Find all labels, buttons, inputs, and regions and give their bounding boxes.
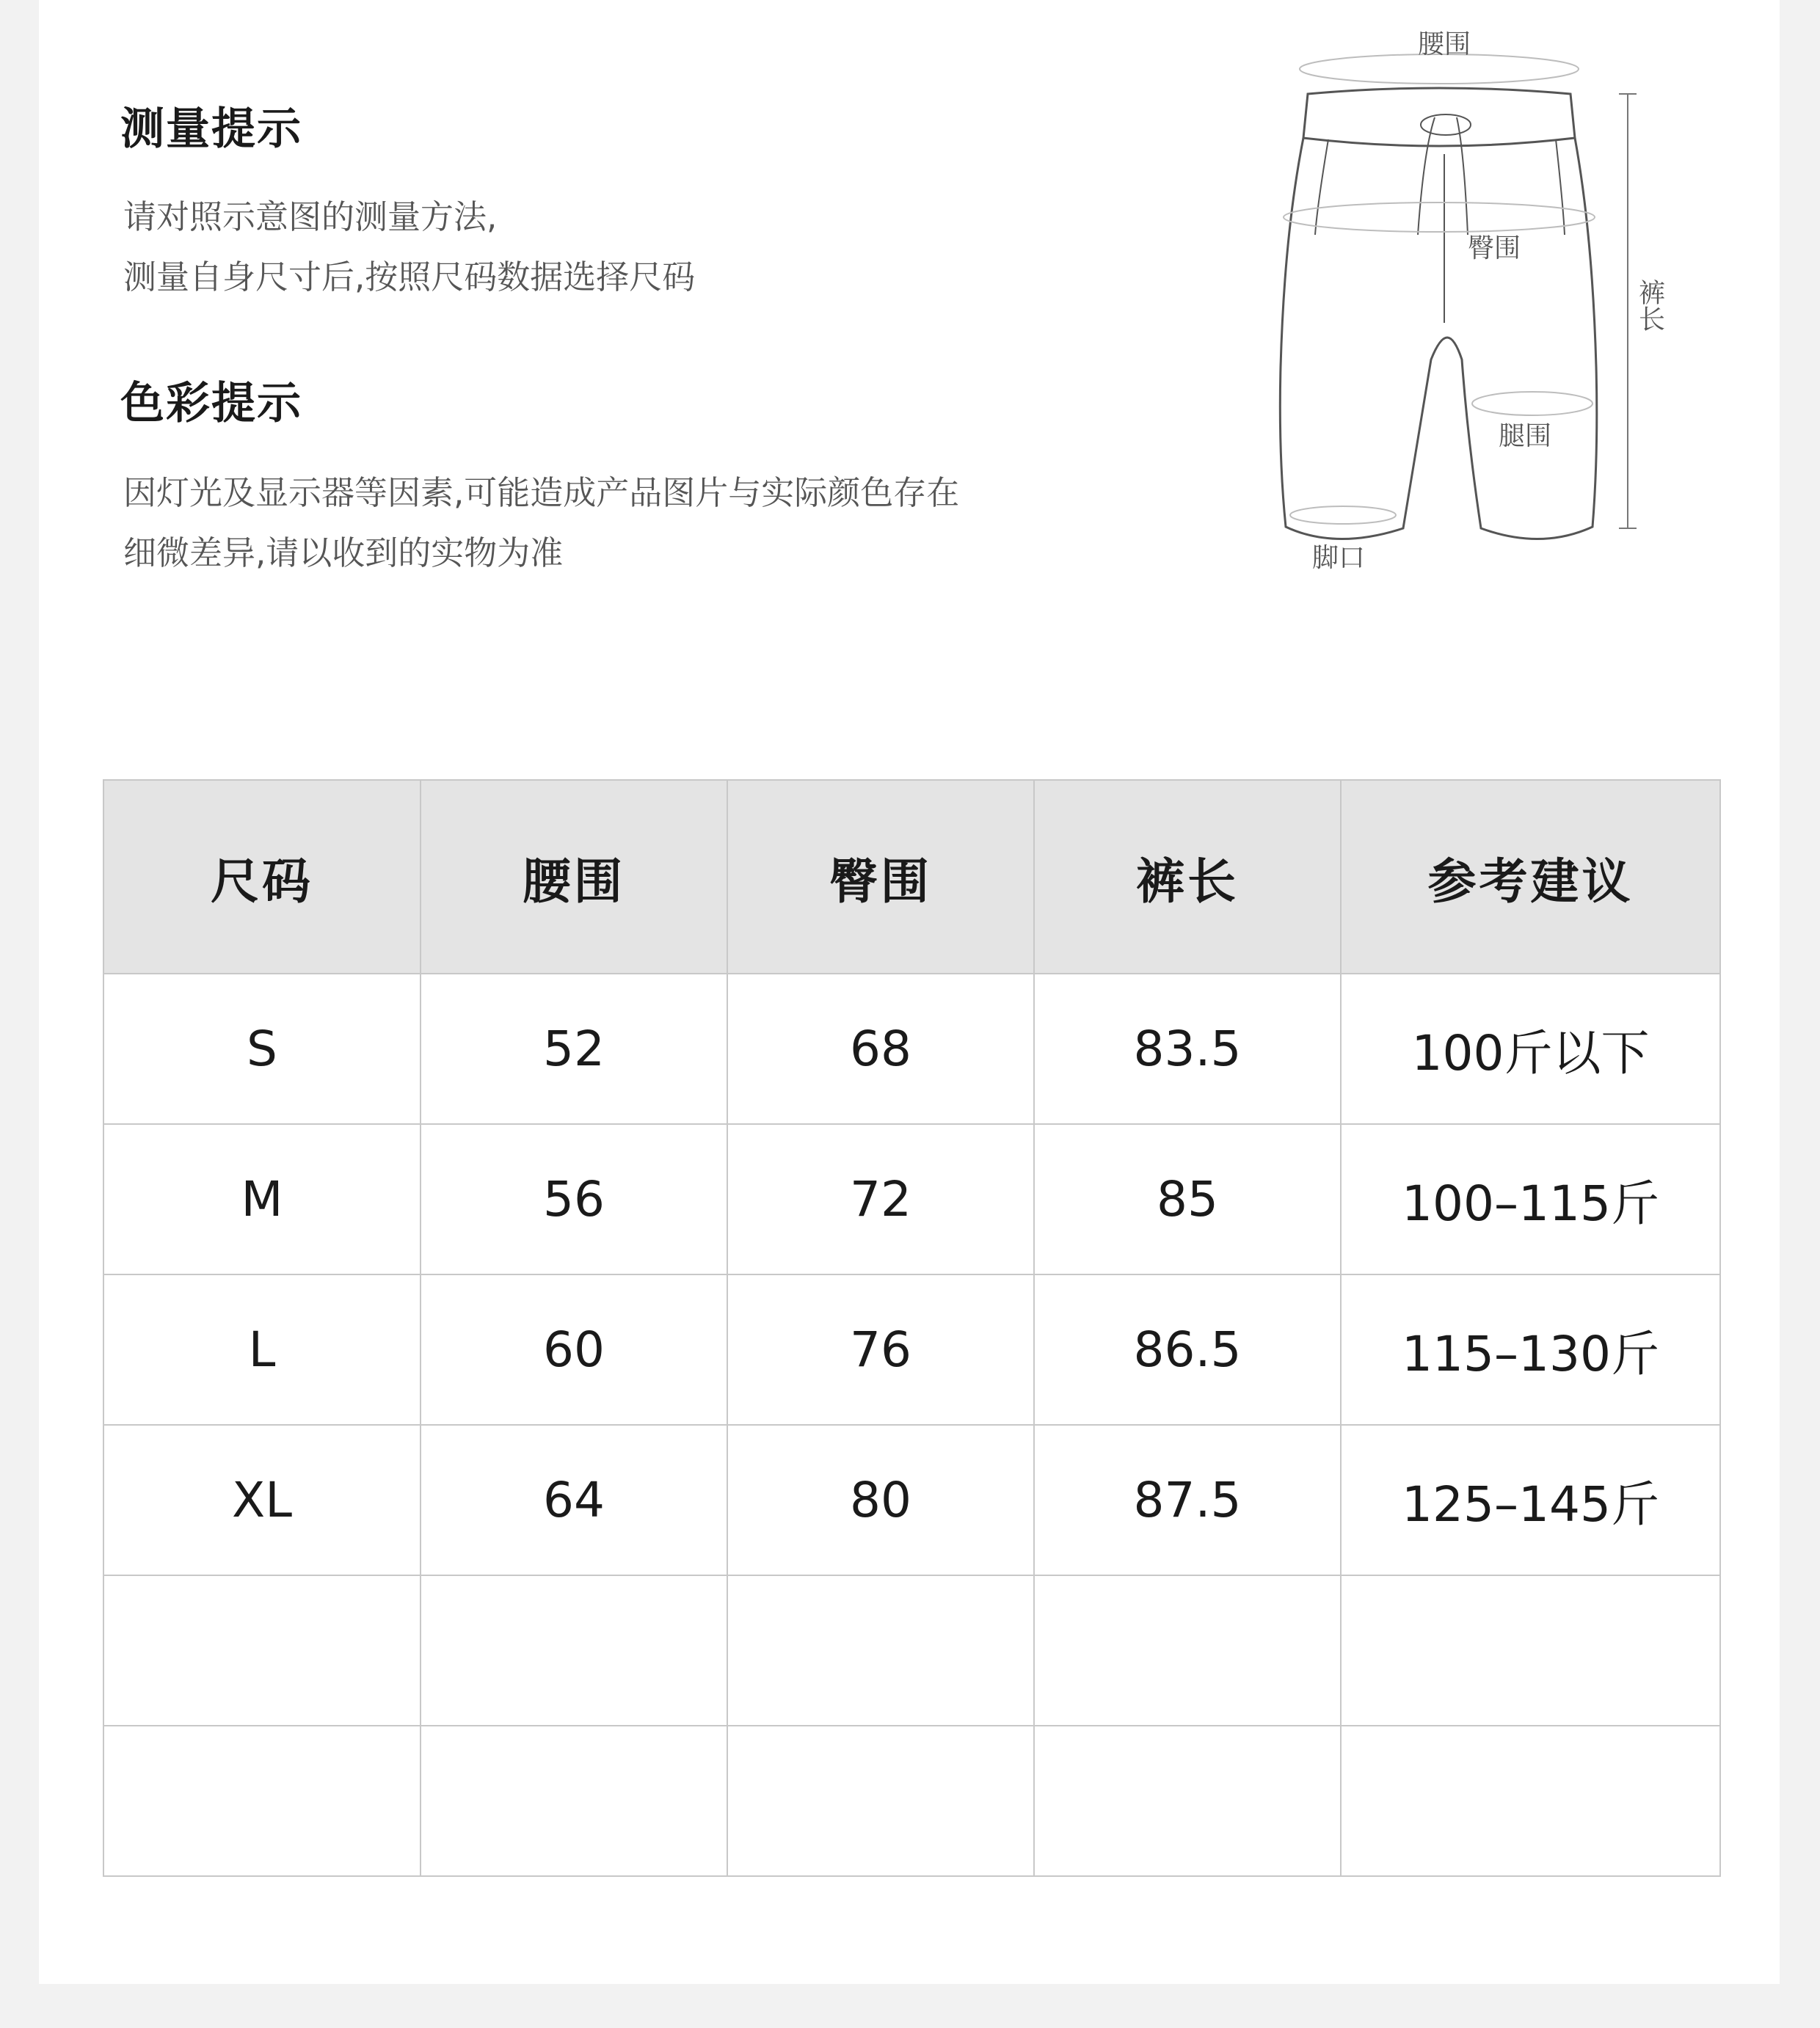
table-row — [103, 1575, 1720, 1726]
diagram-label-length: 裤长 — [1634, 279, 1665, 332]
cell-hip: 80 — [727, 1425, 1034, 1575]
header-hip: 臀围 — [727, 780, 1034, 974]
header-waist: 腰围 — [421, 780, 727, 974]
cell-waist — [421, 1575, 727, 1726]
header-length: 裤长 — [1034, 780, 1341, 974]
cell-hip — [727, 1575, 1034, 1726]
shorts-measurement-diagram — [1248, 15, 1732, 587]
color-tip-line-1: 因灯光及显示器等因素,可能造成产品图片与实际颜色存在 — [123, 473, 960, 512]
cell-hip: 72 — [727, 1124, 1034, 1274]
hip-guide — [1284, 203, 1595, 232]
thigh-guide — [1472, 392, 1592, 415]
cell-hip: 68 — [727, 974, 1034, 1124]
cell-recommendation: 100斤以下 — [1341, 974, 1720, 1124]
diagram-label-hip: 臀围 — [1468, 233, 1521, 263]
measure-tip-line-2: 测量自身尺寸后,按照尺码数据选择尺码 — [123, 258, 696, 296]
cell-recommendation: 115–130斤 — [1341, 1274, 1720, 1425]
measure-tip-line-1: 请对照示意图的测量方法, — [123, 197, 498, 236]
cell-size — [103, 1726, 421, 1876]
cell-length: 83.5 — [1034, 974, 1341, 1124]
size-table — [103, 779, 1721, 1877]
cell-waist: 60 — [421, 1274, 727, 1425]
table-row — [103, 1726, 1720, 1876]
cell-recommendation — [1341, 1726, 1720, 1876]
diagram-label-hem: 脚口 — [1312, 543, 1366, 573]
table-row — [103, 1425, 1720, 1575]
cell-length: 86.5 — [1034, 1274, 1341, 1425]
diagram-label-thigh: 腿围 — [1499, 421, 1552, 451]
header-size: 尺码 — [103, 780, 421, 974]
table-row — [103, 974, 1720, 1124]
cell-waist: 56 — [421, 1124, 727, 1274]
cell-size: M — [103, 1124, 421, 1274]
cell-size: S — [103, 974, 421, 1124]
color-tip-line-2: 细微差异,请以收到的实物为准 — [123, 533, 564, 572]
cell-hip: 76 — [727, 1274, 1034, 1425]
cell-length: 85 — [1034, 1124, 1341, 1274]
cell-waist: 64 — [421, 1425, 727, 1575]
cell-size — [103, 1575, 421, 1726]
table-header-row — [103, 780, 1720, 974]
hem-guide — [1290, 506, 1396, 524]
cell-length: 87.5 — [1034, 1425, 1341, 1575]
cell-recommendation: 125–145斤 — [1341, 1425, 1720, 1575]
measure-tip-title: 测量提示 — [120, 103, 302, 155]
cell-size: L — [103, 1274, 421, 1425]
color-tip-title: 色彩提示 — [120, 378, 302, 429]
right-leg-outline — [1447, 138, 1597, 539]
table-row — [103, 1274, 1720, 1425]
cell-waist: 52 — [421, 974, 727, 1124]
cell-length — [1034, 1726, 1341, 1876]
cell-size: XL — [103, 1425, 421, 1575]
waistband-shape — [1303, 88, 1575, 146]
cell-waist — [421, 1726, 727, 1876]
cell-recommendation — [1341, 1575, 1720, 1726]
cell-recommendation: 100–115斤 — [1341, 1124, 1720, 1274]
cell-length — [1034, 1575, 1341, 1726]
header-recommendation: 参考建议 — [1341, 780, 1720, 974]
cell-hip — [727, 1726, 1034, 1876]
diagram-label-waist: 腰围 — [1418, 29, 1471, 59]
table-row — [103, 1124, 1720, 1274]
left-leg-outline — [1280, 138, 1447, 539]
